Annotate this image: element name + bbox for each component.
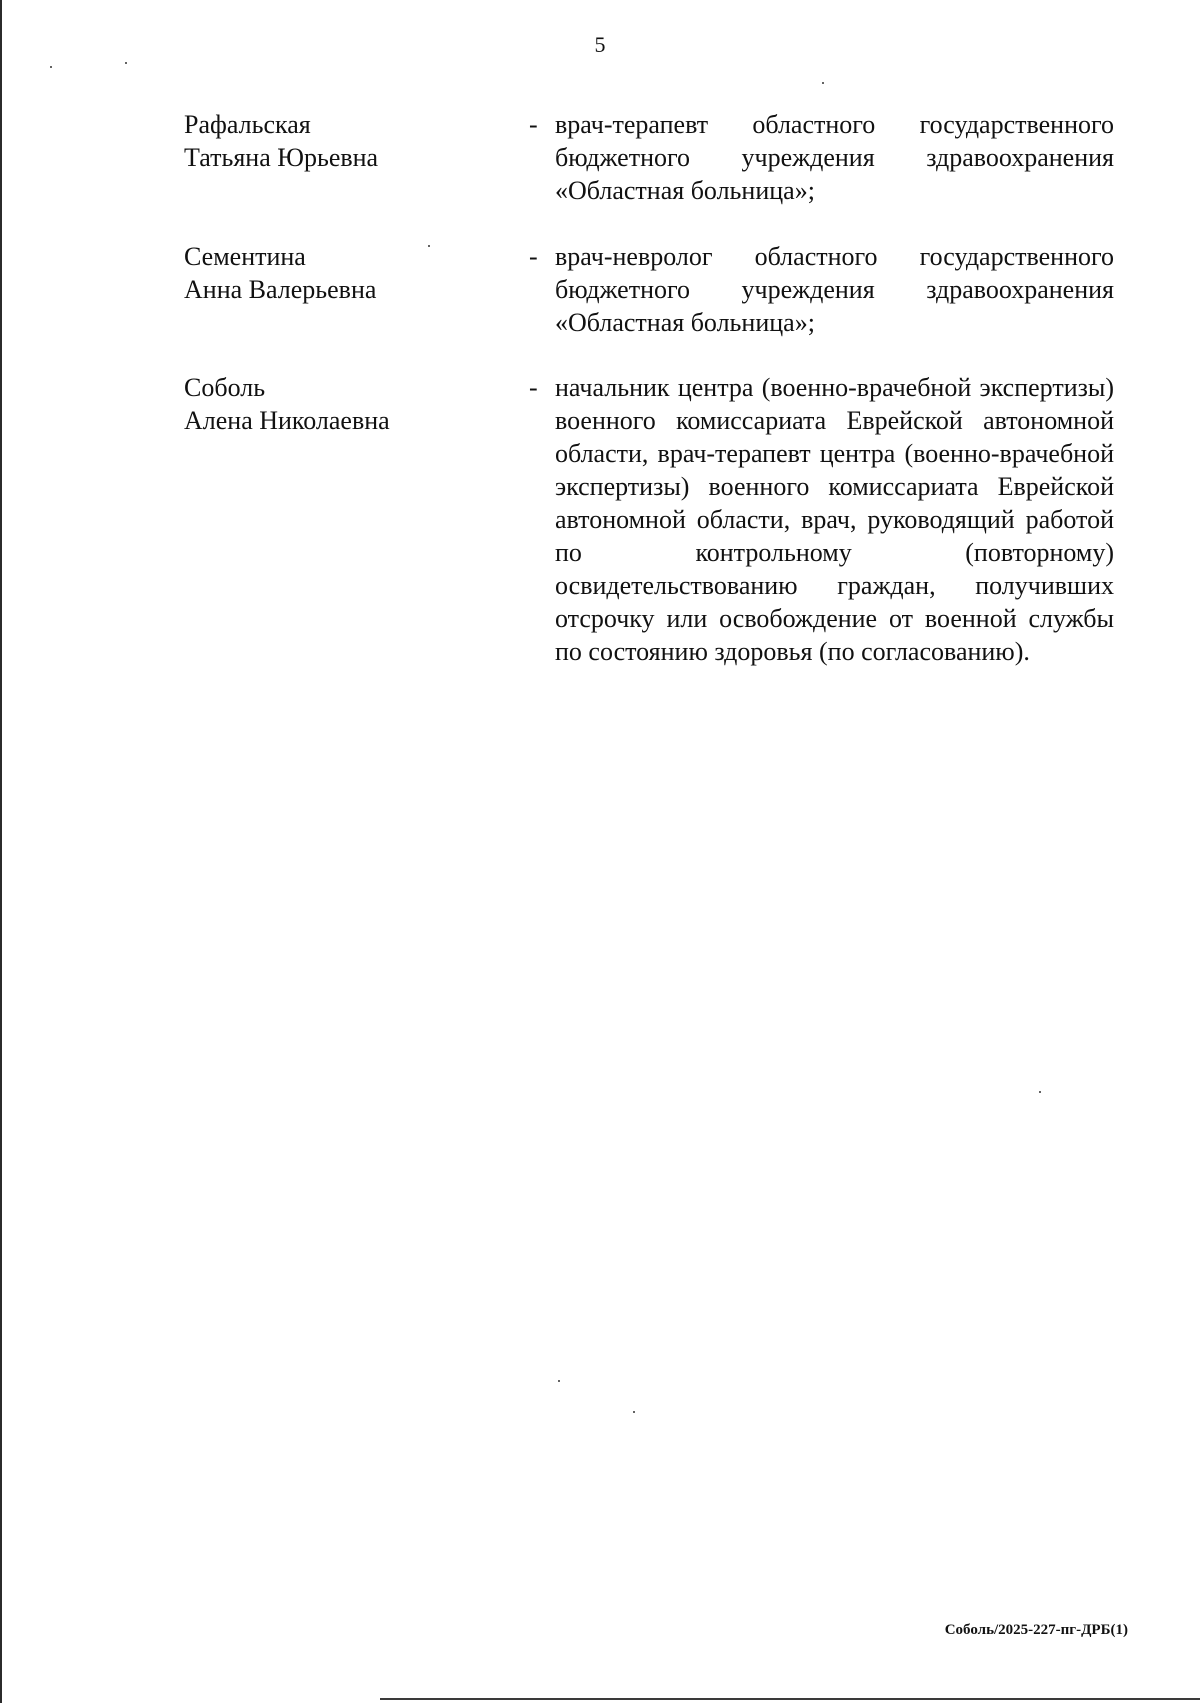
member-role: врач-терапевт областного государственного бюджетного учреждения здравоохранения «Областная больница»; — [555, 110, 1114, 205]
scan-speck — [558, 1380, 560, 1382]
list-dash: - — [529, 242, 538, 271]
scan-speck — [50, 66, 52, 68]
member-role: врач-невролог областного государственного бюджетного учреждения здравоохранения «Областная больница»; — [555, 242, 1114, 337]
member-name — [184, 108, 524, 174]
member-name — [184, 371, 524, 437]
list-dash: - — [529, 110, 538, 139]
scan-speck — [633, 1411, 635, 1413]
document-code: Соболь/2025-227-пг-ДРБ(1) — [944, 1622, 1128, 1638]
list-dash: - — [529, 373, 538, 402]
page-number: 5 — [594, 32, 606, 57]
member-name — [184, 240, 524, 306]
member-surname: Сементина — [184, 242, 306, 271]
member-given-names: Алена Николаевна — [184, 406, 390, 435]
scan-left-edge — [0, 0, 2, 1703]
scan-bottom-edge — [380, 1698, 1200, 1700]
scan-speck — [1039, 1091, 1041, 1093]
scan-speck — [822, 82, 824, 84]
member-surname: Рафальская — [184, 110, 311, 139]
member-given-names: Анна Валерьевна — [184, 275, 377, 304]
scan-speck — [125, 62, 127, 64]
member-role: начальник центра (военно-врачебной экспертизы) военного комиссариата Еврейской автономной области, врач-терапевт центра (военно-врачебной экспертизы) военного комиссариата Еврейской автономной области, врач, руководящий работой по контрольному (повторному) освидетельствованию граждан, получивших отсрочку или освобождение от военной службы по состоянию здоровья (по согласованию). — [555, 373, 1114, 666]
member-surname: Соболь — [184, 373, 266, 402]
member-given-names: Татьяна Юрьевна — [184, 143, 379, 172]
